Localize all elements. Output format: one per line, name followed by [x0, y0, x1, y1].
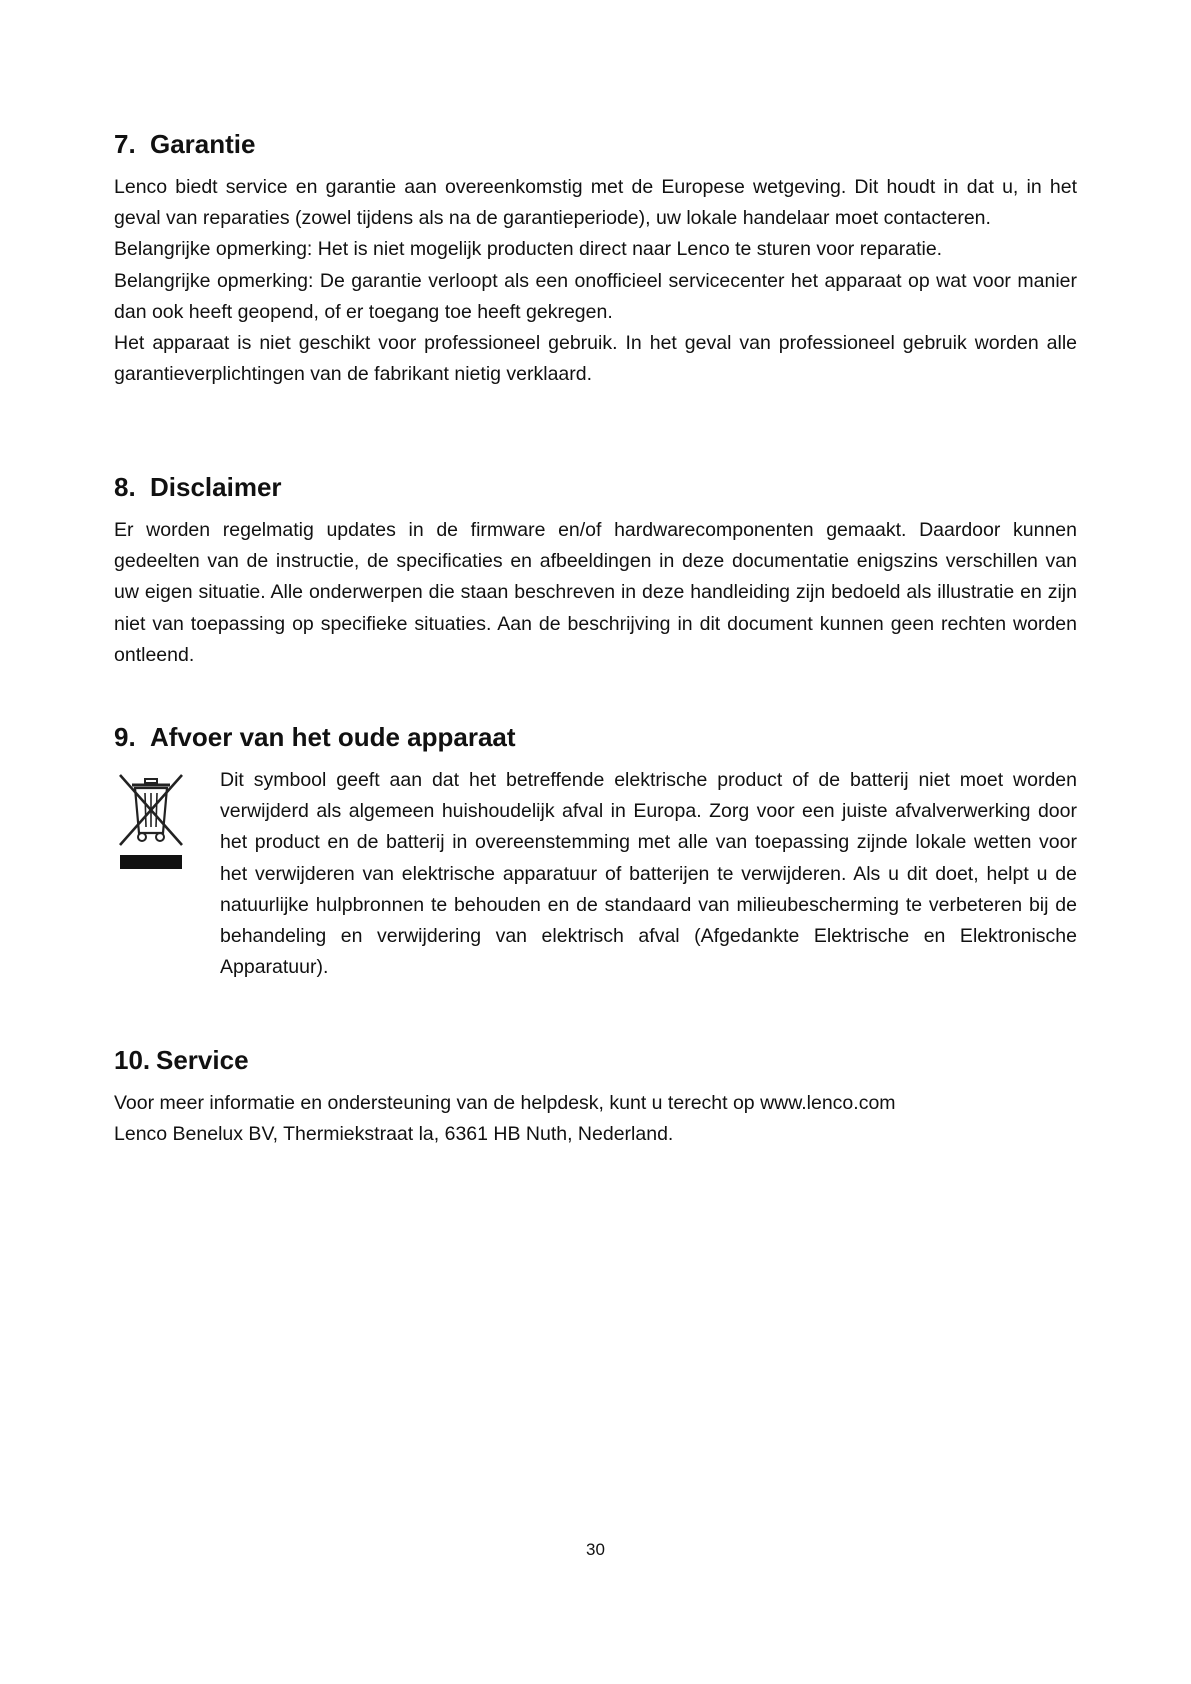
weee-text: [220, 765, 1077, 983]
paragraph: Belangrijke opmerking: De garantie verloopt als een onofficieel servicecenter het apparaat op wat voor manier dan ook heeft geopend, of er toegang toe heeft gekregen.: [114, 269, 1077, 323]
weee-crossed-bin-icon: [114, 769, 188, 869]
section-number: 8.: [114, 472, 136, 502]
section-disclaimer: [114, 471, 1077, 671]
section-heading-service: [114, 1044, 1077, 1076]
paragraph: Lenco biedt service en garantie aan overeenkomstig met de Europese wetgeving. Dit houdt in dat u, in het geval van reparaties (zowel tijdens als na de garantieperiode), uw lokale handelaar moet contacteren.: [114, 176, 1077, 230]
paragraph: Voor meer informatie en ondersteuning van de helpdesk, kunt u terecht op www.lenco.com: [114, 1092, 896, 1114]
weee-block: [114, 765, 1077, 983]
paragraph: Dit symbool geeft aan dat het betreffende elektrische product of de batterij niet moet worden verwijderd als algemeen huishoudelijk afval in Europa. Zorg voor een juiste afvalverwerking door het product en de batterij in overeenstemming met alle van toepassing zijnde lokale wetten voor het verwijderen van elektrische apparatuur of batterijen te verwijderen. Als u dit doet, helpt u de natuurlijke hulpbronnen te behouden en de standaard van milieubescherming te verbeteren bij de behandeling en verwijdering van elektrisch afval (Afgedankte Elektrische en Elektronische Apparatuur).: [220, 769, 1077, 979]
paragraph: Lenco Benelux BV, Thermiekstraat la, 6361 HB Nuth, Nederland.: [114, 1123, 674, 1146]
section-number: 9.: [114, 722, 136, 752]
section-heading-afvoer: [114, 721, 1077, 753]
section-heading-disclaimer: [114, 471, 1077, 503]
section-garantie: [114, 128, 1077, 390]
paragraph: Het apparaat is niet geschikt voor professioneel gebruik. In het geval van professioneel gebruik worden alle garantieverplichtingen van de fabrikant nietig verklaard.: [114, 332, 1077, 386]
section-title: Garantie: [150, 129, 256, 159]
section-service: [114, 1044, 1077, 1150]
page-number: 30: [586, 1540, 605, 1559]
section-title: Afvoer van het oude apparaat: [150, 722, 516, 752]
section-number: 7.: [114, 129, 136, 159]
section-heading-garantie: [114, 128, 1077, 160]
section-afvoer: [114, 721, 1077, 983]
section-title: Service: [156, 1045, 249, 1075]
paragraph: Belangrijke opmerking: Het is niet mogelijk producten direct naar Lenco te sturen voor reparatie.: [114, 238, 943, 261]
paragraph: Er worden regelmatig updates in de firmware en/of hardwarecomponenten gemaakt. Daardoor kunnen gedeelten van de instructie, de specificaties en afbeeldingen in deze documentatie enigszins verschillen van uw eigen situatie. Alle onderwerpen die staan beschreven in deze handleiding zijn bedoeld als illustratie en zijn niet van toepassing op specifieke situaties. Aan de beschrijving in dit document kunnen geen rechten worden ontleend.: [114, 519, 1077, 666]
section-title: Disclaimer: [150, 472, 282, 502]
section-number: 10.: [114, 1045, 151, 1075]
